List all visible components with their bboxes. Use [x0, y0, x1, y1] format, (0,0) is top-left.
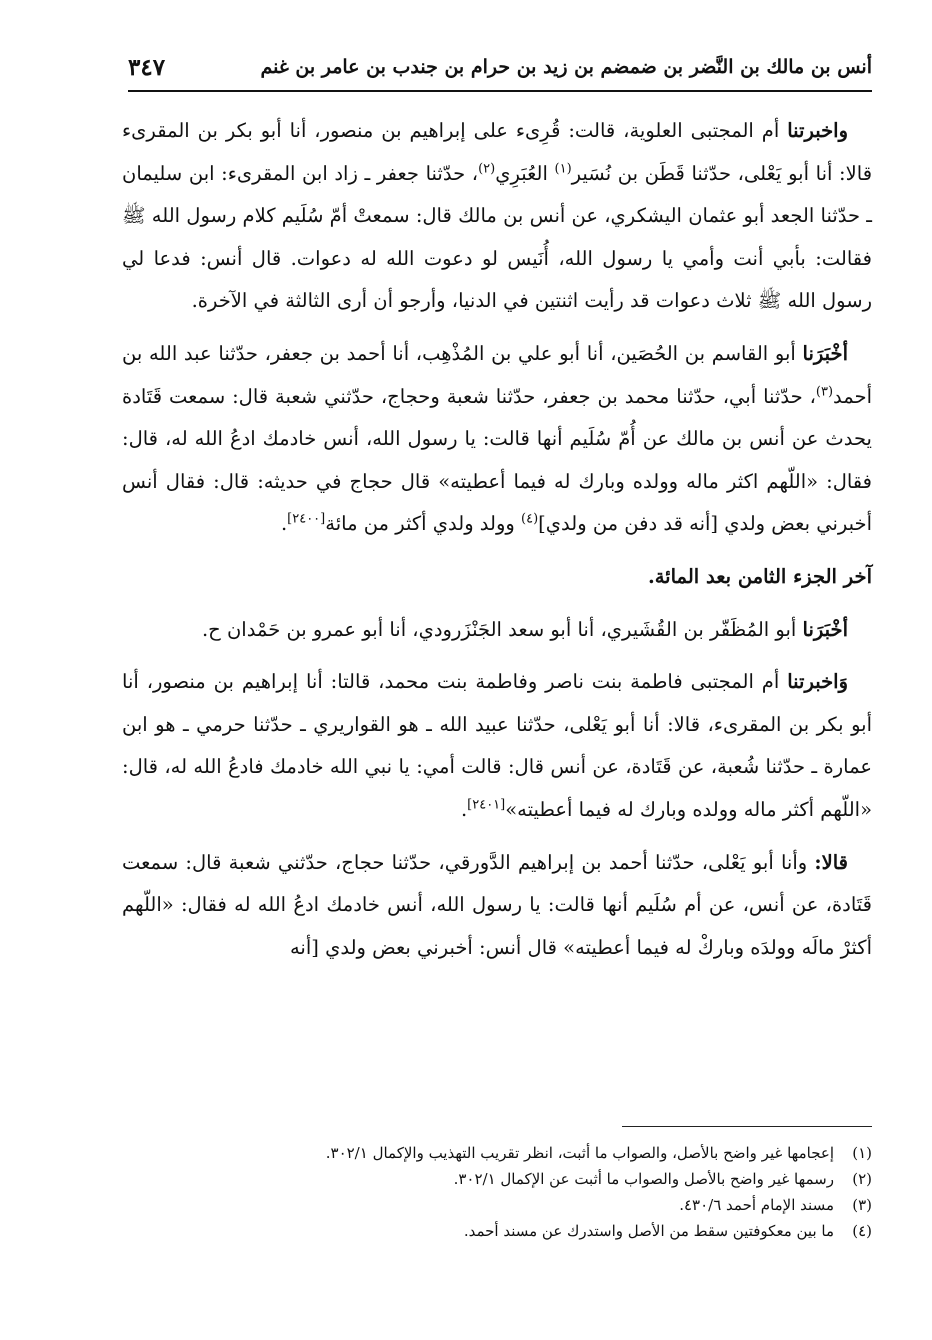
footnote-text: رسمها غير واضح بالأصل والصواب ما أثبت عن الإكمال ٣٠٢/١. — [453, 1170, 834, 1188]
paragraph-text: أبو القاسم بن الحُصَين، أنا أبو علي بن المُذْهِب، أنا أحمد بن جعفر، حدّثنا عبد الله بن أحمد — [122, 341, 872, 408]
footnote-2 — [130, 1166, 872, 1192]
section-end-heading: آخر الجزء الثامن بعد المائة. — [647, 564, 872, 588]
paragraph-text: العُبَرِي — [495, 161, 555, 185]
paragraph-text: وولد ولدي أكثر من مائة — [325, 512, 522, 536]
paragraph-end: . — [280, 512, 288, 536]
footnote-text: ما بين معكوفتين سقط من الأصل واستدرك عن مسند أحمد. — [463, 1222, 834, 1240]
footnote-marker: (٤) — [521, 511, 539, 527]
paragraph-text: ، حدّثنا أبي، حدّثنا محمد بن جعفر، حدّثنا شعبة وحجاج، حدّثني شعبة قال: سمعت قَتَادة يحدث عن أنس بن مالك عن أُمّ سُلَيم أنها قالت: يا رسول الله، أنس خادمك ادعُ الله له، قال: فقال: «اللّهم اكثر ماله وولده وبارك له فيما أعطيته» قال حجاج في حديثه: قال: فقال أنس أخبرني بعض ولدي [أنه قد دفن من ولدي] — [122, 384, 872, 536]
footnote-3 — [130, 1192, 872, 1218]
footnote-marker: (٢) — [478, 161, 496, 177]
page-number: ٣٤٧ — [128, 54, 166, 81]
paragraph-text: أم المجتبى فاطمة بنت ناصر وفاطمة بنت محمد، قالتا: أنا إبراهيم بن منصور، أنا أبو بكر بن المقرىء، قالا: أنا أبو يَعْلى، حدّثنا عبيد الله ـ هو القواريري ـ حدّثنا حرمي ـ هو ابن عمارة ـ حدّثنا شُعبة، عن قَتَادة، عن أنس قال: قالت أمي: يا نبي الله خادمك فادعُ الله له، قال: «اللّهم أكثر ماله وولده وبارك له فيما أعطيته» — [122, 670, 872, 821]
footnote-text: إعجامها غير واضح بالأصل، والصواب ما أثبت، انظر تقريب التهذيب والإكمال ٣٠٢/١. — [325, 1144, 834, 1162]
header-title: أنس بن مالك بن النَّضر بن ضمضم بن زيد بن حرام بن جندب بن عامر بن غنم — [260, 56, 872, 78]
paragraph-1 — [122, 110, 872, 323]
footnote-1 — [130, 1140, 872, 1166]
paragraph-lead: واخبرتنا — [787, 119, 848, 142]
header-rule — [128, 90, 872, 92]
paragraph-text: أبو المُظَفّر بن القُشَيري، أنا أبو سعد الجَنْزَرودي، أنا أبو عمرو بن حَمْدان ح. — [201, 617, 803, 641]
paragraph-3 — [122, 609, 872, 652]
paragraph-lead: أخْبَرَنا — [802, 341, 848, 365]
paragraph-2 — [122, 333, 872, 546]
paragraph-lead: وَاخبرتنا — [787, 670, 848, 694]
footnote-number: (٤) — [852, 1222, 872, 1240]
footnote-text: مسند الإمام أحمد ٤٣٠/٦. — [679, 1196, 834, 1214]
main-text — [122, 110, 872, 979]
paragraph-text: ، حدّثنا جعفر ـ زاد ابن المقرىء: ابن سليمان ـ حدّثنا الجعد أبو عثمان اليشكري، عن أنس بن مالك قال: سمعتْ أمّ سُلَيم كلام رسول الله ﷺ فقالت: بأبي أنت وأمي يا رسول الله، أُنَيس لو دعوت الله له دعوات. قال أنس: فدعا لي رسول الله ﷺ ثلاث دعوات قد رأيت اثنتين في الدنيا، وأرجو أن أرى الثالثة في الآخرة. — [122, 161, 872, 313]
footnote-marker: (١) — [554, 161, 572, 177]
footnote-number: (٢) — [852, 1170, 872, 1188]
footnote-marker: (٣) — [815, 384, 834, 400]
paragraph-lead: أخْبَرَنا — [802, 617, 848, 641]
hadith-number: [٢٤٠١] — [467, 797, 506, 813]
footnote-number: (١) — [852, 1144, 872, 1162]
running-header — [128, 44, 872, 90]
footnote-separator — [622, 1126, 872, 1127]
paragraph-text: وأنا أبو يَعْلى، حدّثنا أحمد بن إبراهيم الدَّورقي، حدّثنا حجاج، حدّثني شعبة قال: سمعت قَتَادة، عن أنس، عن أم سُلَيم أنها قالت: يا رسول الله، أنس خادمك ادعُ الله له فقال: «اللّهم أكثرْ مالَه وولدَه وباركْ له فيما أعطيته» قال أنس: أخبرني بعض ولدي [أنه — [122, 850, 872, 959]
hadith-number: [٢٤٠٠] — [287, 511, 326, 527]
footnotes — [130, 1140, 872, 1244]
paragraph-lead: قالا: — [814, 850, 848, 874]
paragraph-end: . — [460, 797, 468, 821]
paragraph-4 — [122, 661, 872, 831]
paragraph-text: أم المجتبى العلوية، قالت: قُرِىء على إبراهيم بن منصور، أنا أبو بكر بن المقرىء قالا: أنا أبو يَعْلى، حدّثنا قَطَن بن نُسَير — [122, 119, 873, 185]
footnote-number: (٣) — [852, 1196, 872, 1214]
paragraph-5 — [122, 842, 872, 970]
footnote-4 — [130, 1218, 872, 1244]
